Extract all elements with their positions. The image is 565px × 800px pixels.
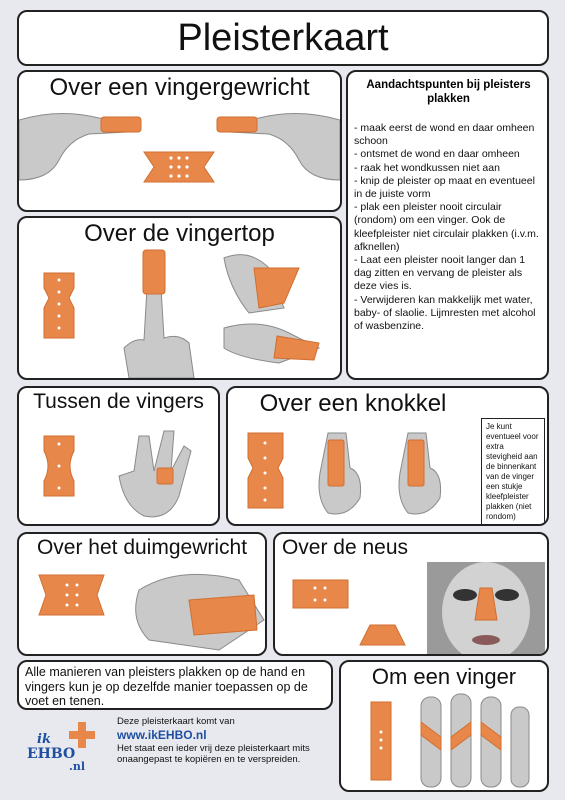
section-title: Tussen de vingers <box>33 390 204 413</box>
section-title: Over een knokkel <box>259 390 447 417</box>
list-item: - raak het wondkussen niet aan <box>354 161 500 174</box>
list-item: - knip de pleister op maat en eventueel in de juiste vorm <box>354 174 535 201</box>
footer-text <box>117 716 333 766</box>
duim-illustration <box>19 560 265 654</box>
list-item: - Laat een pleister nooit langer dan 1 dag zitten en vervang de pleister als deze vies is. <box>354 254 526 293</box>
knokkel-note: Je kunt eventueel voor extra stevigheid aan de binnenkant van de vinger een stukje kleefpleister plakken (niet rondom) <box>481 418 545 526</box>
logo <box>21 720 105 780</box>
vingertop-illustration <box>19 248 340 378</box>
footer-url[interactable]: www.ikEHBO.nl <box>117 727 207 742</box>
list-item: - maak eerst de wond en daar omheen schoon <box>354 122 535 148</box>
section-tussen <box>17 386 220 526</box>
tips-list <box>354 122 543 333</box>
logo-ehbo: EHBO <box>27 746 76 762</box>
vingergewricht-illustration <box>19 100 340 210</box>
section-om-vinger <box>339 660 549 792</box>
page-title: Pleisterkaart <box>177 17 389 59</box>
logo-nl: .nl <box>69 760 86 773</box>
section-title: Over de vingertop <box>84 220 275 247</box>
hand-feet-note-box <box>17 660 333 710</box>
list-item: - Verwijderen kan makkelijk met water, baby- of slaolie. Lijmresten met alcohol of wasbenzine. <box>354 293 536 333</box>
logo-ik: ik <box>37 732 51 747</box>
tips-box <box>346 70 549 380</box>
section-vingertop <box>17 216 342 380</box>
tips-heading: Aandachtspunten bij pleisters plakken <box>366 79 531 105</box>
section-title: Over de neus <box>281 536 409 559</box>
knokkel-illustration <box>228 418 478 523</box>
om-vinger-illustration <box>341 692 547 790</box>
footer-line1: Deze pleisterkaart komt van <box>117 716 235 727</box>
footer-line2: Het staat een ieder vrij deze pleisterkaart mits onaangepast te kopiëren en te verspreiden. <box>117 742 310 765</box>
tussen-illustration <box>19 416 218 524</box>
section-title: Over het duimgewricht <box>36 536 248 559</box>
footer <box>17 716 335 794</box>
list-item: - ontsmet de wond en daar omheen <box>354 148 520 161</box>
section-duim <box>17 532 267 656</box>
section-neus <box>273 532 549 656</box>
section-vingergewricht <box>17 70 342 212</box>
list-item: - plak een pleister nooit circulair (rondom) om een vinger. Ook de kleefpleister niet circulair plakken (i.v.m. afknellen) <box>354 201 539 253</box>
section-title: Over een vingergewricht <box>49 74 310 101</box>
hand-feet-note: Alle manieren van pleisters plakken op de hand en vingers kun je op dezelfde manier toepassen op de voet en tenen. <box>25 665 308 708</box>
neus-illustration <box>275 550 547 656</box>
title-box <box>17 10 549 66</box>
section-knokkel <box>226 386 549 526</box>
section-title: Om een vinger <box>371 664 517 689</box>
